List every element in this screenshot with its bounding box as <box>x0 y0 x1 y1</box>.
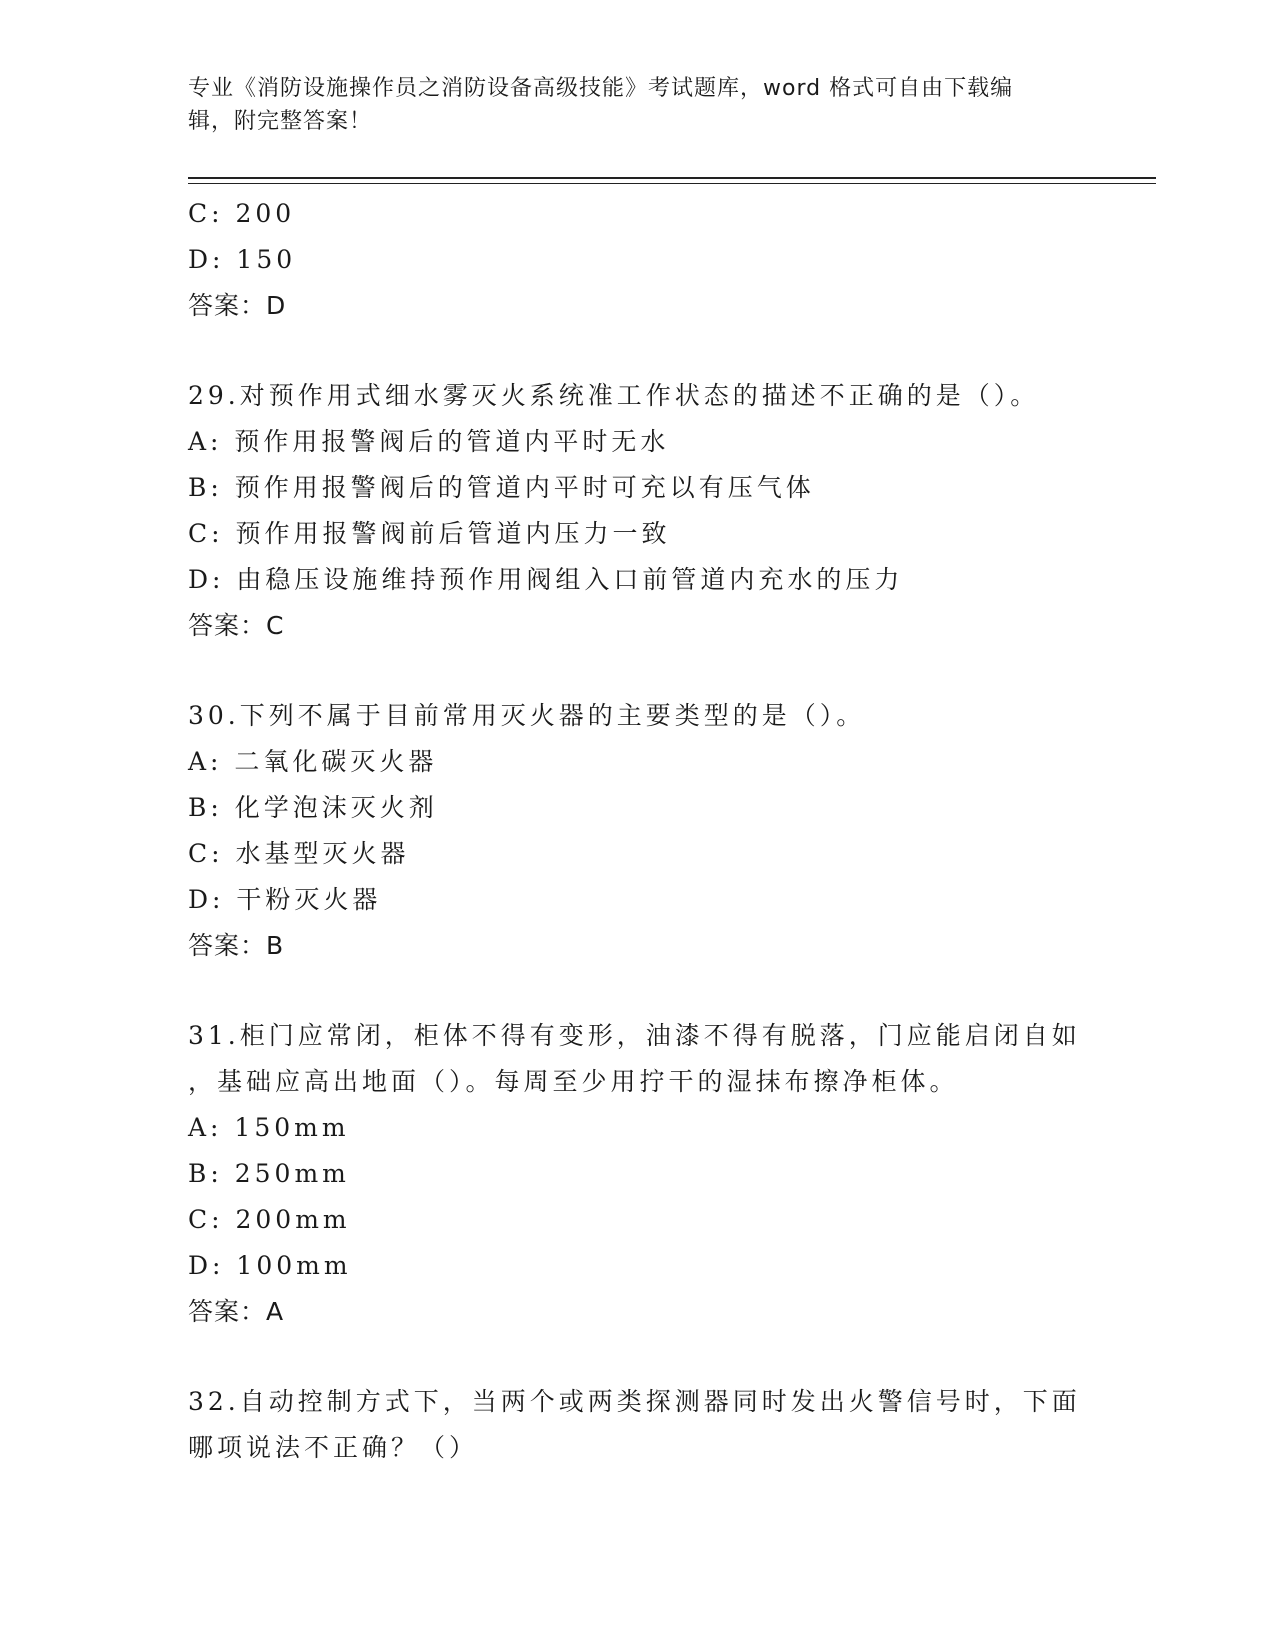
option-a: A: 150mm <box>188 1113 350 1142</box>
question-30 <box>188 693 1088 969</box>
option-b: B: 250mm <box>188 1159 350 1188</box>
answer: 答案：A <box>188 1297 285 1326</box>
question-stem-line-1: 31.柜门应常闭，柜体不得有变形，油漆不得有脱落，门应能启闭自如 <box>188 1021 1081 1050</box>
answer: 答案：C <box>188 611 285 640</box>
header-rule-thick <box>188 177 1156 179</box>
option-c: C: 200mm <box>188 1205 351 1234</box>
question-stem-line-1: 32.自动控制方式下，当两个或两类探测器同时发出火警信号时，下面 <box>188 1387 1081 1416</box>
page-header <box>188 72 1078 138</box>
question-stem: 29.对预作用式细水雾灭火系统准工作状态的描述不正确的是（）。 <box>188 381 1040 410</box>
answer: 答案：B <box>188 931 285 960</box>
header-line-1: 专业《消防设施操作员之消防设备高级技能》考试题库，word 格式可自由下载编 <box>188 76 1014 101</box>
question-32 <box>188 1379 1088 1471</box>
option-b: B: 预作用报警阀后的管道内平时可充以有压气体 <box>188 473 815 502</box>
question-29 <box>188 373 1088 649</box>
question-stem-line-2: 哪项说法不正确？（） <box>188 1433 479 1462</box>
option-b: B: 化学泡沫灭火剂 <box>188 793 438 822</box>
option-c: C: 预作用报警阀前后管道内压力一致 <box>188 519 671 548</box>
option-d: D: 干粉灭火器 <box>188 885 382 914</box>
option-a: A: 二氧化碳灭火器 <box>188 747 438 776</box>
question-list <box>188 191 1088 1471</box>
option-c: C: 200 <box>188 199 296 228</box>
question-28 <box>188 191 1088 329</box>
header-rule-thin <box>188 183 1156 184</box>
option-d: D: 150 <box>188 245 297 274</box>
option-d: D: 100mm <box>188 1251 352 1280</box>
question-31 <box>188 1013 1088 1335</box>
option-d: D: 由稳压设施维持预作用阀组入口前管道内充水的压力 <box>188 565 904 594</box>
option-c: C: 水基型灭火器 <box>188 839 410 868</box>
option-a: A: 预作用报警阀后的管道内平时无水 <box>188 427 670 456</box>
answer: 答案：D <box>188 291 287 320</box>
question-stem: 30.下列不属于目前常用灭火器的主要类型的是（）。 <box>188 701 866 730</box>
question-stem-line-2: ，基础应高出地面（）。每周至少用拧干的湿抹布擦净柜体。 <box>188 1067 959 1096</box>
header-line-2: 辑，附完整答案！ <box>188 109 373 134</box>
